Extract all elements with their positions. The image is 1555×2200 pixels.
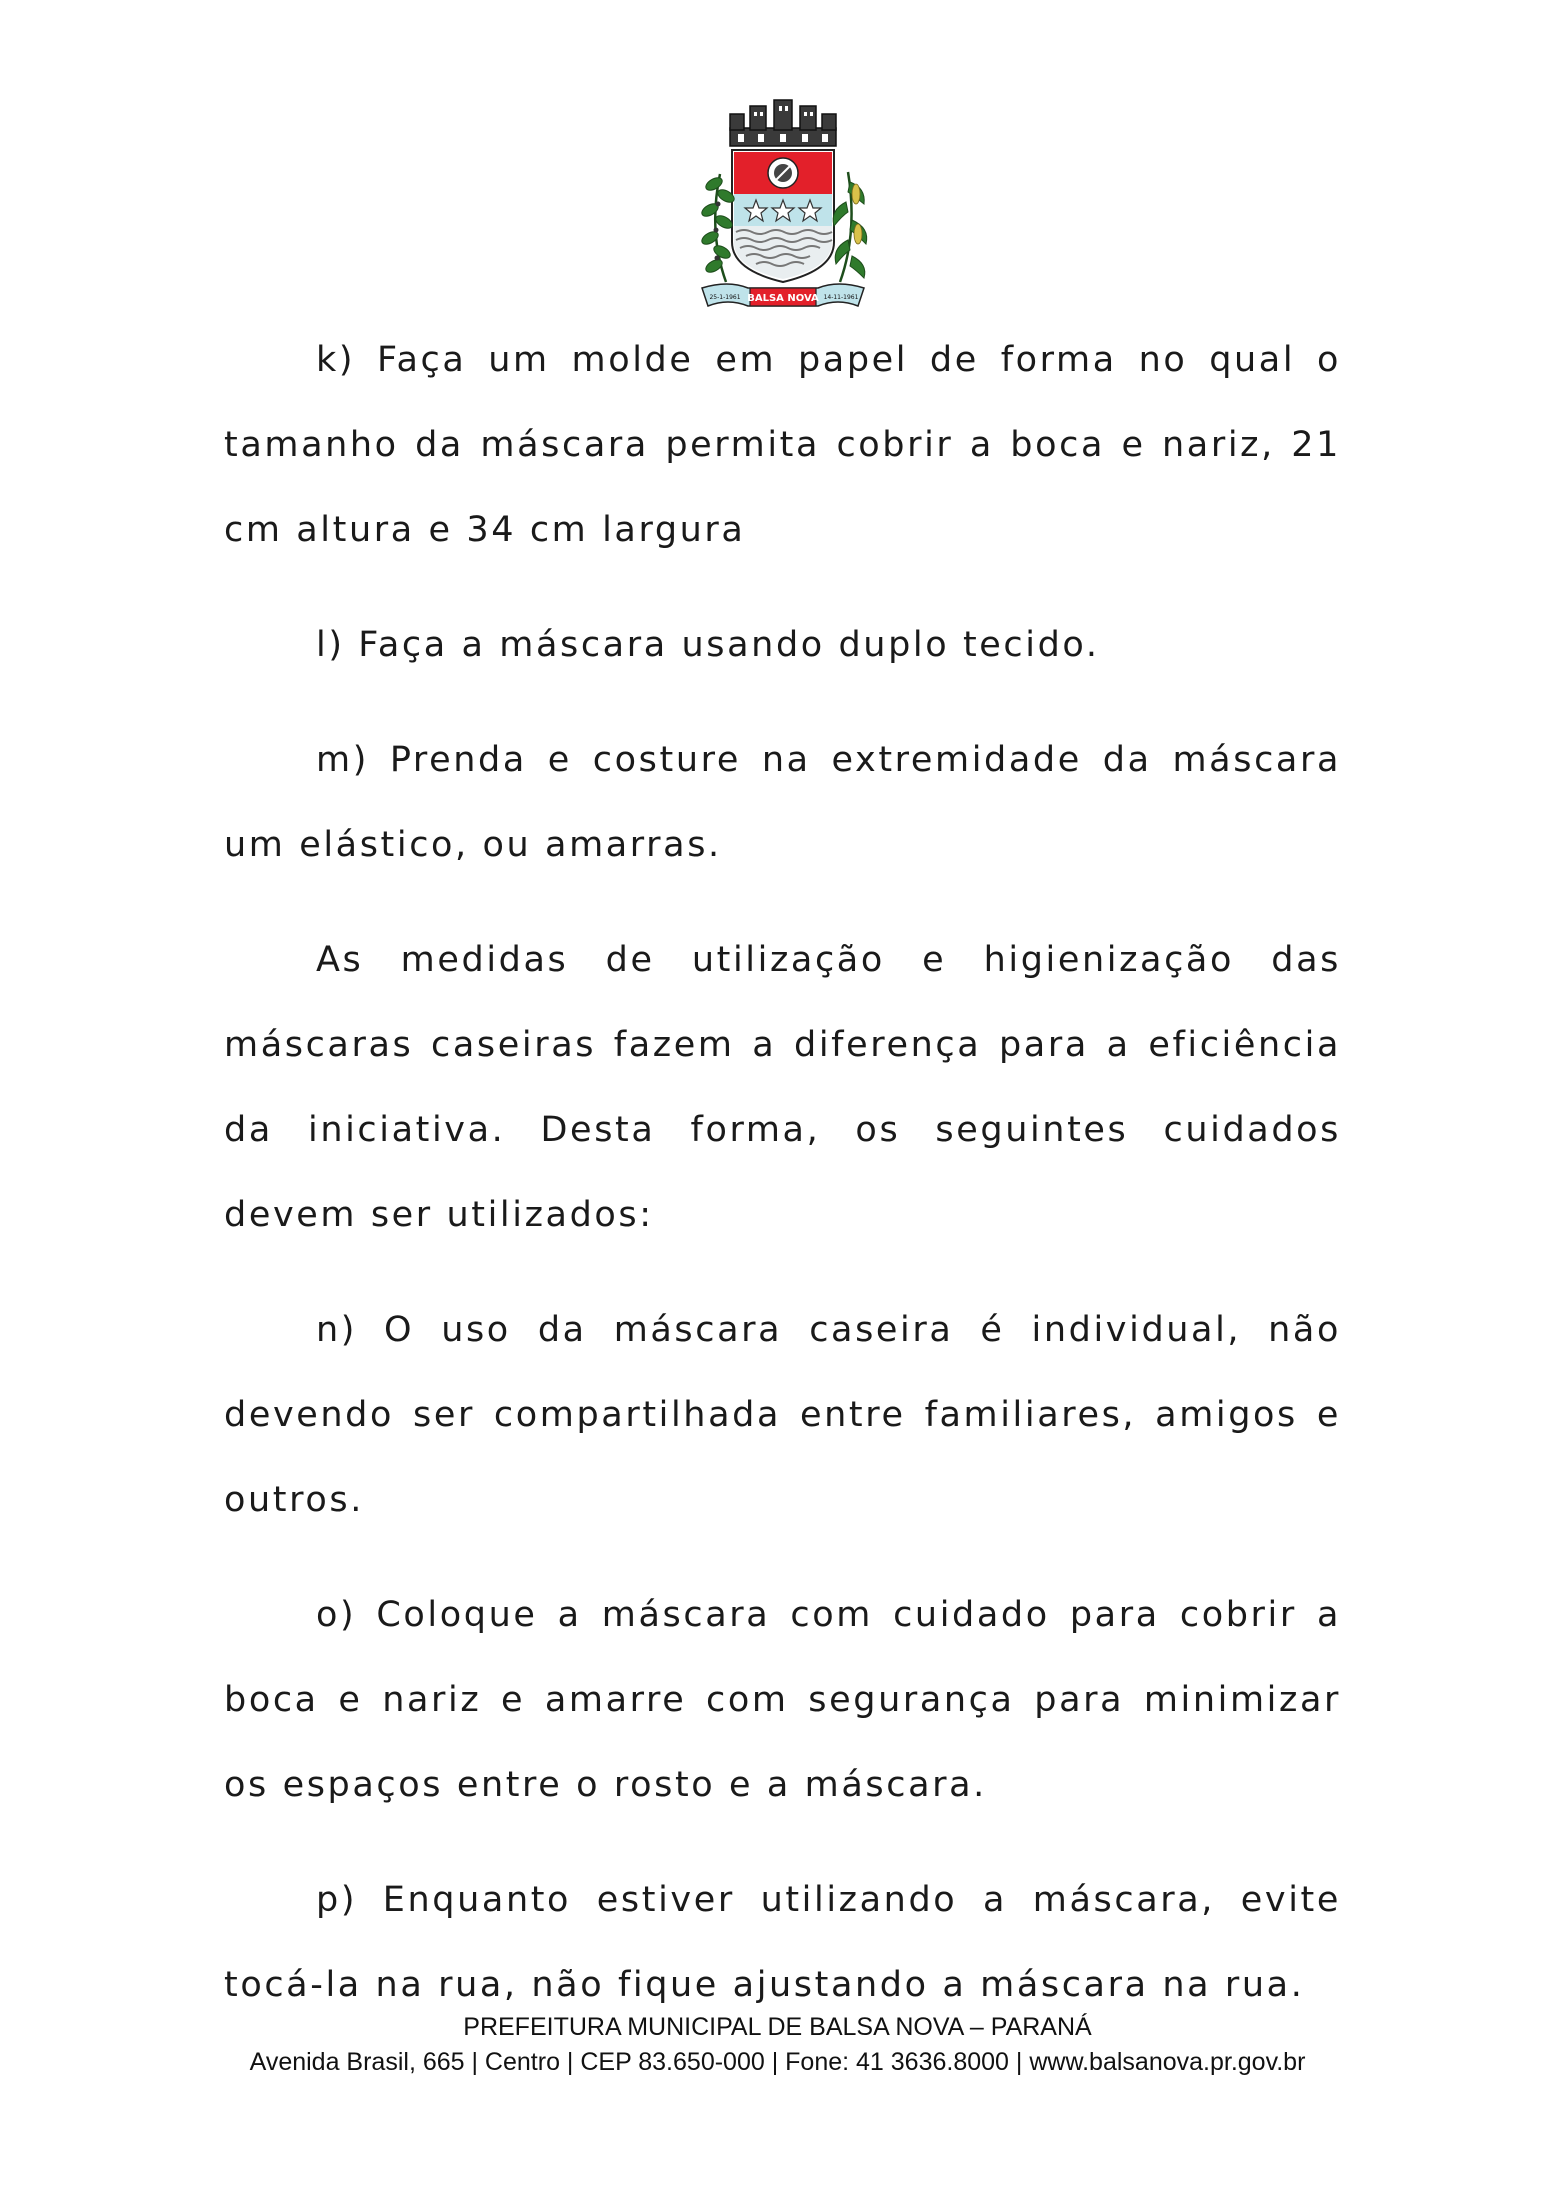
paragraph-o: o) Coloque a máscara com cuidado para cobrir a boca e nariz e amarre com segurança para minimizar os espaços entre o rosto e a máscara.: [224, 1595, 1341, 1805]
crest-date-left: 25-1-1961: [709, 294, 741, 301]
footer-organization: PREFEITURA MUNICIPAL DE BALSA NOVA – PARANÁ: [463, 2013, 1092, 2041]
municipal-coat-of-arms-icon: [688, 92, 878, 324]
page-footer: [0, 2010, 1555, 2080]
document-body: [224, 318, 1341, 2058]
paragraph-m: m) Prenda e costure na extremidade da máscara um elástico, ou amarras.: [224, 740, 1341, 865]
crest-date-right: 14-11-1961: [823, 294, 859, 301]
crest-motto: BALSA NOVA: [747, 293, 819, 304]
footer-address: Avenida Brasil, 665 | Centro | CEP 83.650-000 | Fone: 41 3636.8000 | www.balsanova.pr.gov.br: [249, 2048, 1306, 2076]
paragraph-intro: As medidas de utilização e higienização das máscaras caseiras fazem a diferença para a eficiência da iniciativa. Desta forma, os seguintes cuidados devem ser utilizados:: [224, 940, 1341, 1235]
paragraph-l: l) Faça a máscara usando duplo tecido.: [316, 625, 1100, 665]
paragraph-k: k) Faça um molde em papel de forma no qual o tamanho da máscara permita cobrir a boca e nariz, 21 cm altura e 34 cm largura: [224, 340, 1341, 550]
paragraph-p: p) Enquanto estiver utilizando a máscara, evite tocá-la na rua, não fique ajustando a máscara na rua.: [224, 1880, 1341, 2005]
paragraph-n: n) O uso da máscara caseira é individual, não devendo ser compartilhada entre familiares, amigos e outros.: [224, 1310, 1341, 1520]
